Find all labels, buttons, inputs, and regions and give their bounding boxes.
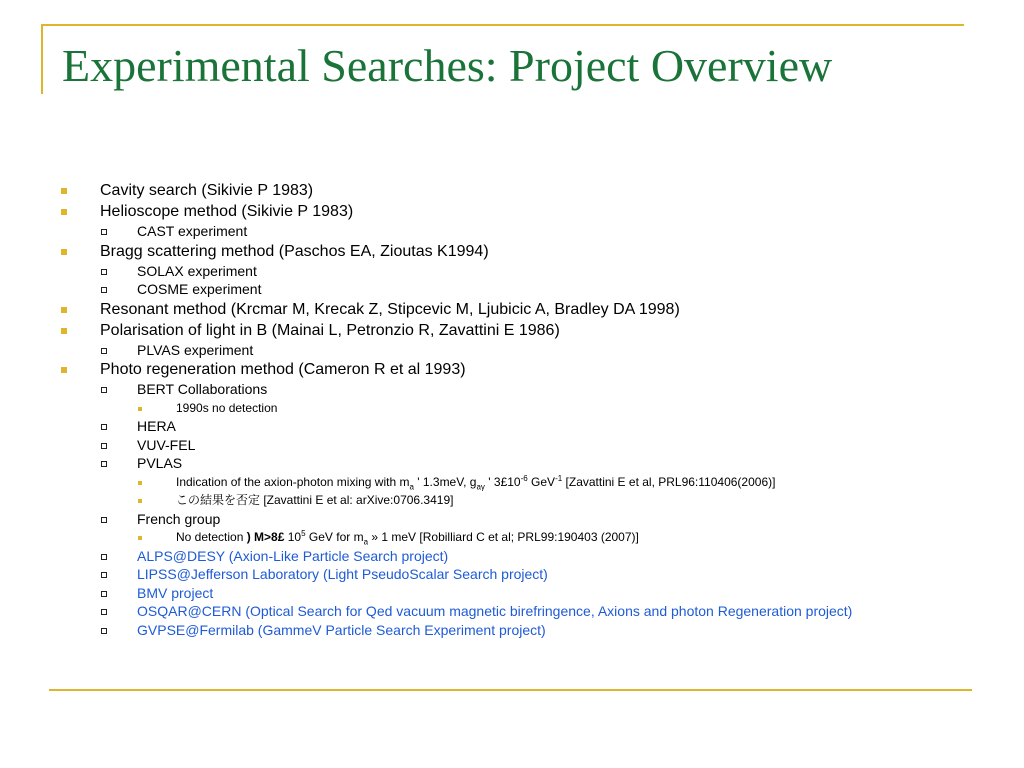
item-text: PLVAS experiment <box>137 341 254 358</box>
hollow-square-bullet-icon <box>101 287 107 293</box>
hollow-square-bullet-icon <box>101 348 107 354</box>
project-link[interactable]: GVPSE@Fermilab (GammeV Particle Search Experiment project) <box>137 621 546 638</box>
list-item <box>0 262 1024 281</box>
list-item <box>0 180 1024 201</box>
list-item <box>0 241 1024 262</box>
square-bullet-icon <box>61 209 67 215</box>
top-rule <box>41 24 964 26</box>
project-link[interactable]: BMV project <box>137 584 214 601</box>
list-item <box>0 602 1024 621</box>
list-item <box>0 436 1024 455</box>
list-item <box>0 417 1024 436</box>
item-text: Resonant method (Krcmar M, Krecak Z, Stipcevic M, Ljubicic A, Bradley DA 1998) <box>100 300 680 318</box>
small-square-bullet-icon <box>138 481 142 485</box>
hollow-square-bullet-icon <box>101 554 107 560</box>
hollow-square-bullet-icon <box>101 628 107 634</box>
item-text: Indication of the axion-photon mixing with $m_a$ ' 1.3meV, $g_{a\gamma}$ ' $3£10^{-6}$ GeV$^{-1}$ [Zavattini E et al, PRL96:110406(2006)] <box>176 473 776 491</box>
project-link[interactable]: OSQAR@CERN (Optical Search for Qed vacuum magnetic birefringence, Axions and photon Regeneration project) <box>137 603 853 619</box>
left-rule <box>41 24 43 94</box>
list-item <box>0 565 1024 584</box>
hollow-square-bullet-icon <box>101 269 107 275</box>
hollow-square-bullet-icon <box>101 424 107 430</box>
list-item <box>0 510 1024 529</box>
list-item <box>0 491 1024 510</box>
hollow-square-bullet-icon <box>101 517 107 523</box>
list-item <box>0 222 1024 241</box>
list-item <box>0 547 1024 566</box>
small-square-bullet-icon <box>138 407 142 411</box>
list-item <box>0 584 1024 603</box>
item-text: Photo regeneration method (Cameron R et al 1993) <box>100 361 466 378</box>
item-text: No detection ) M>8£ $10^5$ GeV for $m_a$ » 1 meV [Robilliard C et al; PRL99:190403 (2007)] <box>176 529 639 547</box>
hollow-square-bullet-icon <box>101 572 107 578</box>
item-text: VUV-FEL <box>137 436 196 453</box>
list-item <box>0 473 1024 492</box>
item-text: BERT Collaborations <box>137 381 268 397</box>
item-text: French group <box>137 510 221 527</box>
item-text: この結果を否定 [Zavattini E et al: arXive:0706.3419] <box>176 493 454 507</box>
project-link[interactable]: LIPSS@Jefferson Laboratory (Light PseudoScalar Search project) <box>137 566 548 582</box>
hollow-square-bullet-icon <box>101 443 107 449</box>
list-item <box>0 528 1024 547</box>
item-text: 1990s no detection <box>176 400 278 415</box>
item-text: COSME experiment <box>137 281 262 297</box>
hollow-square-bullet-icon <box>101 229 107 235</box>
square-bullet-icon <box>61 249 67 255</box>
item-text: PVLAS <box>137 455 183 471</box>
item-text: SOLAX experiment <box>137 262 257 279</box>
list-item <box>0 320 1024 341</box>
item-text: Polarisation of light in B (Mainai L, Petronzio R, Zavattini E 1986) <box>100 321 560 339</box>
list-item <box>0 280 1024 299</box>
item-text: HERA <box>137 418 176 434</box>
list-item <box>0 299 1024 320</box>
item-text: Helioscope method (Sikivie P 1983) <box>100 203 354 220</box>
item-text: CAST experiment <box>137 223 248 239</box>
list-item <box>0 454 1024 473</box>
hollow-square-bullet-icon <box>101 609 107 615</box>
item-text: Bragg scattering method (Paschos EA, Zioutas K1994) <box>100 242 489 260</box>
square-bullet-icon <box>61 307 67 313</box>
square-bullet-icon <box>61 328 67 334</box>
square-bullet-icon <box>61 367 67 373</box>
list-item <box>0 621 1024 640</box>
bullet-list <box>0 180 1024 639</box>
item-text: Cavity search (Sikivie P 1983) <box>100 182 314 199</box>
hollow-square-bullet-icon <box>101 461 107 467</box>
slide-title: Experimental Searches: Project Overview <box>62 40 833 91</box>
bottom-rule <box>49 689 972 691</box>
square-bullet-icon <box>61 188 67 194</box>
list-item <box>0 399 1024 418</box>
list-item <box>0 201 1024 222</box>
list-item <box>0 341 1024 360</box>
hollow-square-bullet-icon <box>101 591 107 597</box>
list-item <box>0 359 1024 380</box>
project-link[interactable]: ALPS@DESY (Axion-Like Particle Search project) <box>137 547 449 564</box>
list-item <box>0 380 1024 399</box>
small-square-bullet-icon <box>138 499 142 503</box>
small-square-bullet-icon <box>138 536 142 540</box>
hollow-square-bullet-icon <box>101 387 107 393</box>
